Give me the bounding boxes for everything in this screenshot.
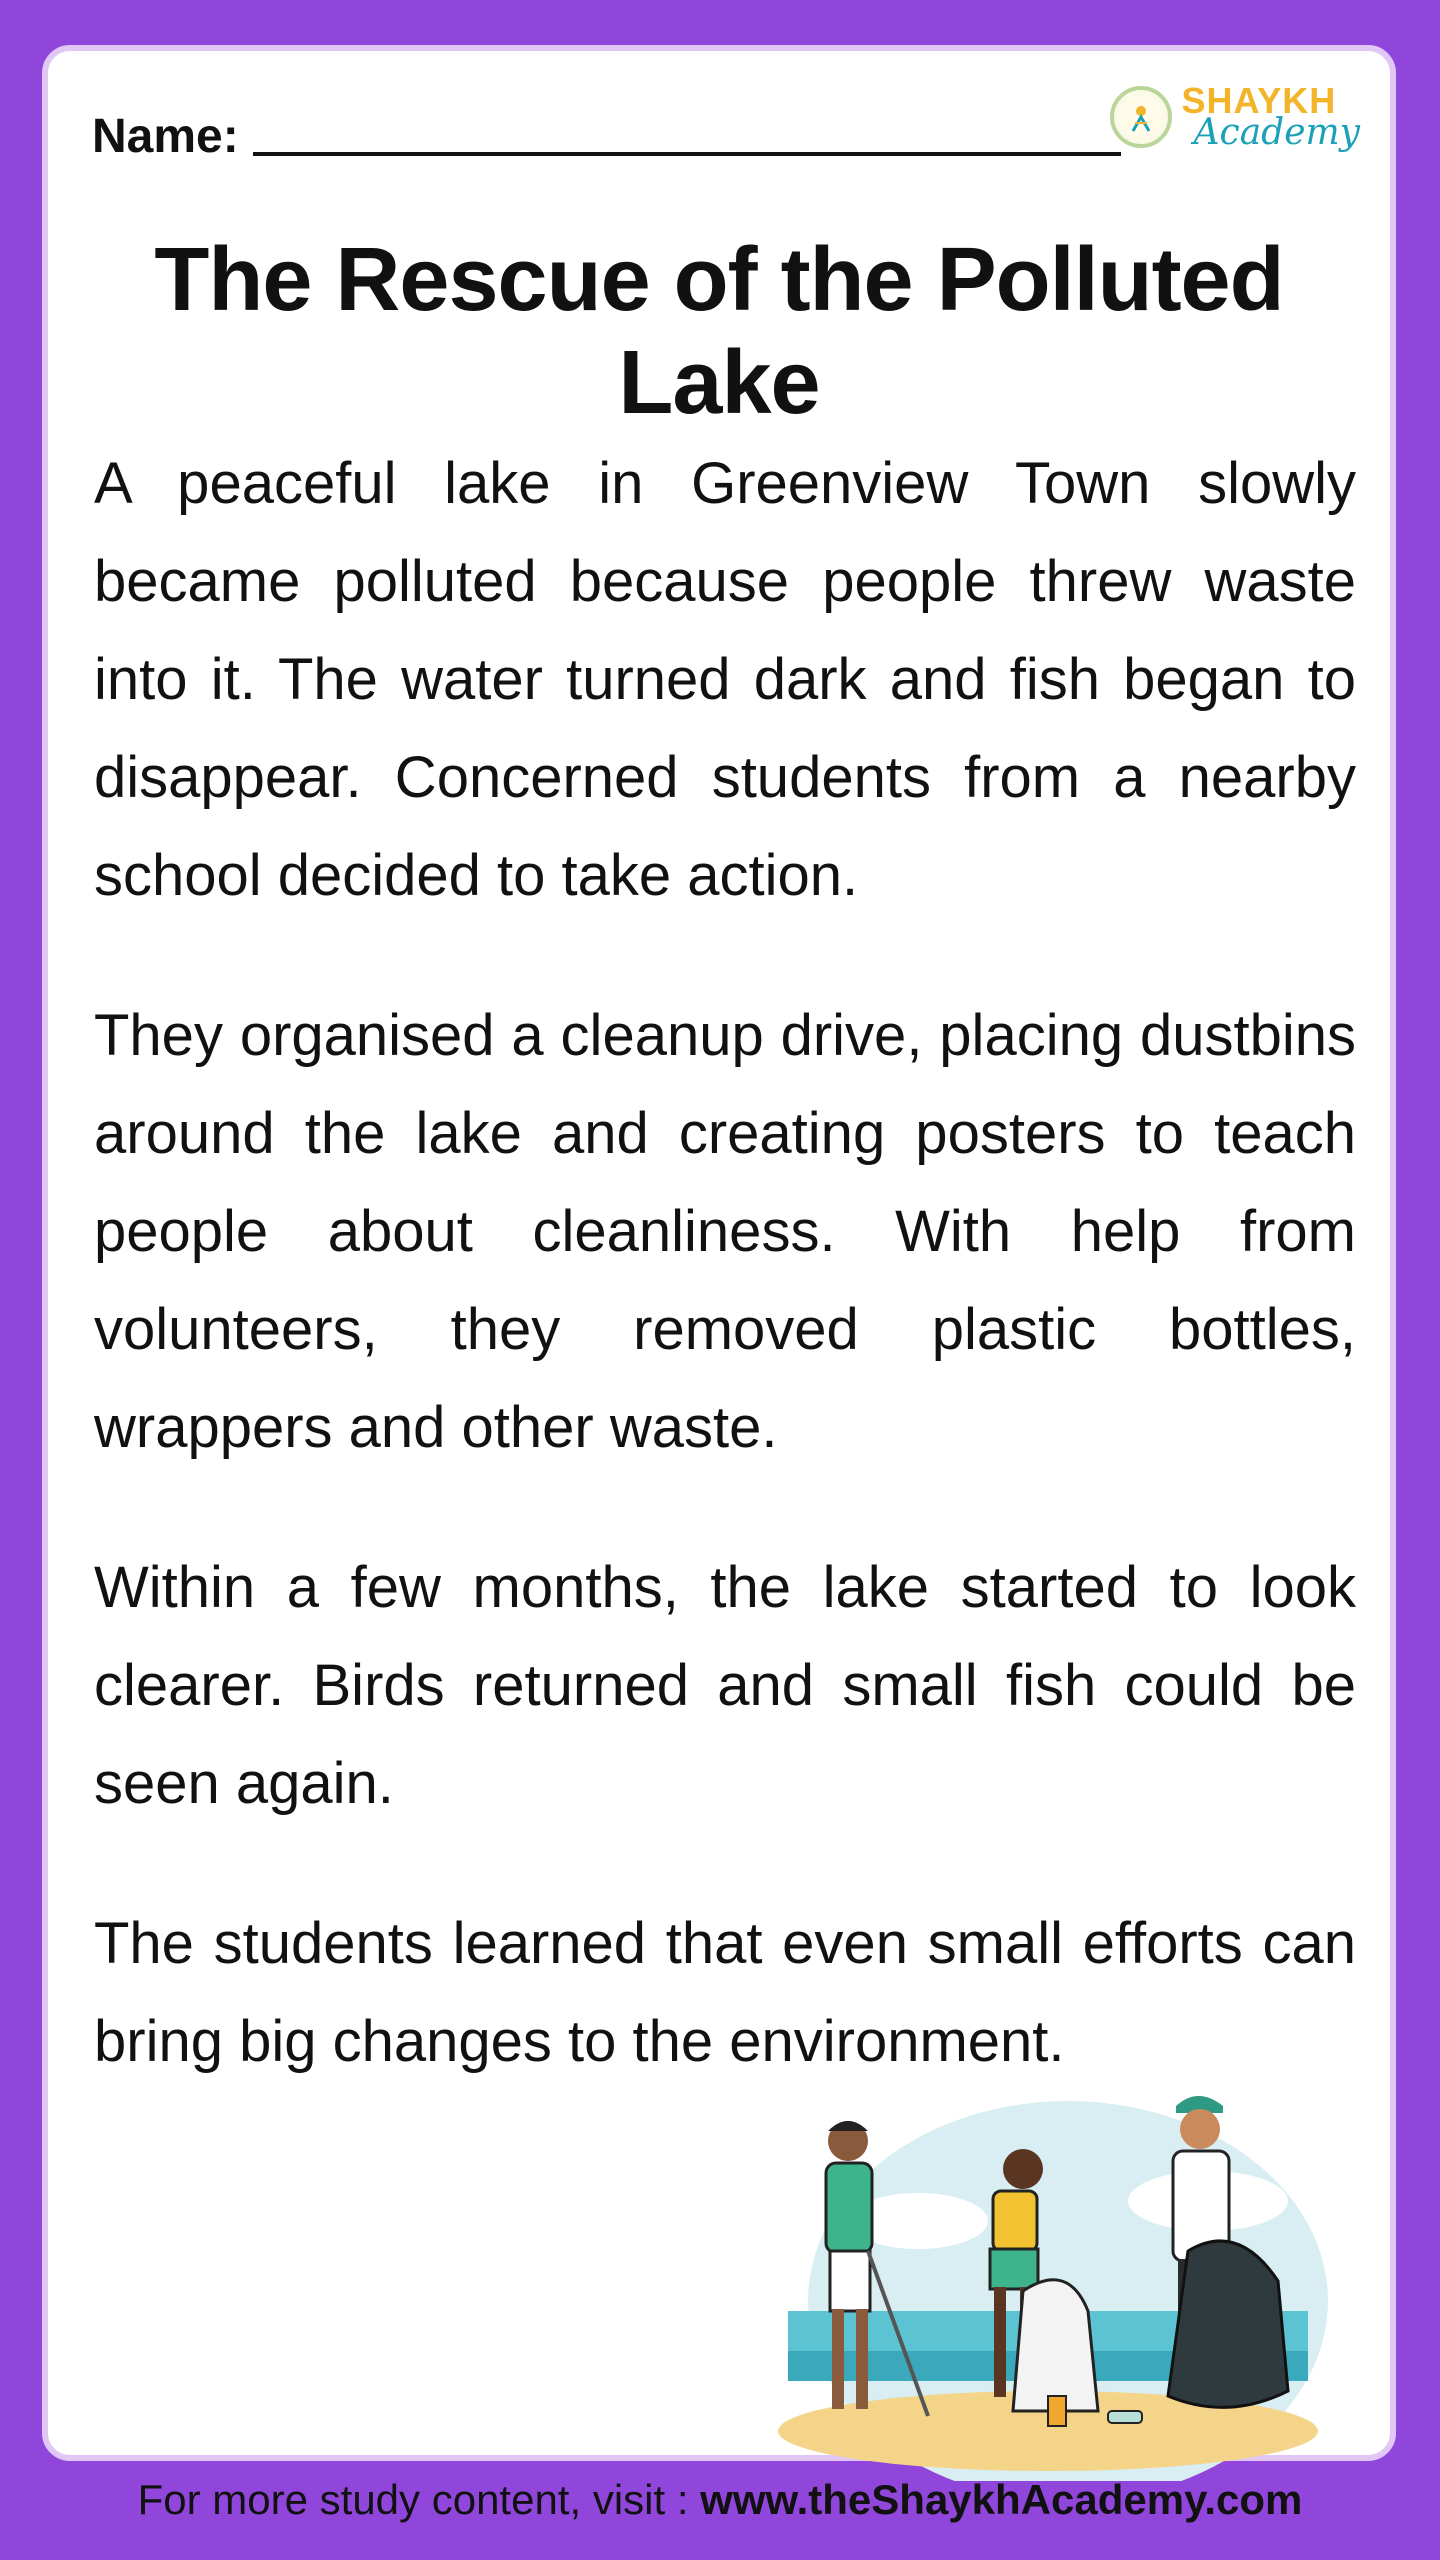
name-label: Name: bbox=[92, 110, 239, 163]
footer-note bbox=[0, 2476, 1440, 2524]
story-body bbox=[94, 435, 1356, 2153]
students-cleaning-beach-illustration bbox=[768, 2051, 1328, 2481]
footer-url-link[interactable]: www.theShaykhAcademy.com bbox=[700, 2476, 1303, 2523]
story-paragraph: The students learned that even small efforts can bring big changes to the environment. bbox=[94, 1911, 1356, 2074]
logo-text-bottom: Academy bbox=[1193, 112, 1360, 153]
shaykh-academy-logo bbox=[1110, 80, 1360, 153]
name-field-line[interactable] bbox=[253, 112, 1121, 156]
worksheet-card bbox=[42, 45, 1396, 2461]
academy-badge-icon bbox=[1110, 86, 1172, 148]
name-row bbox=[92, 109, 1121, 164]
worksheet-title: The Rescue of the Polluted Lake bbox=[154, 230, 1284, 433]
story-paragraph: Within a few months, the lake started to look clearer. Birds returned and small fish could be seen again. bbox=[94, 1555, 1356, 1816]
footer-prefix: For more study content, visit : bbox=[137, 2476, 701, 2523]
story-paragraph: They organised a cleanup drive, placing dustbins around the lake and creating posters to teach people about cleanliness. With help from volunteers, they removed plastic bottles, wrappers and other waste. bbox=[94, 1003, 1356, 1460]
story-paragraph: A peaceful lake in Greenview Town slowly became polluted because people threw waste into it. The water turned dark and fish began to disappear. Concerned students from a nearby school decided to take action. bbox=[94, 451, 1356, 908]
logo-text-top: SHAYKH bbox=[1181, 80, 1337, 121]
